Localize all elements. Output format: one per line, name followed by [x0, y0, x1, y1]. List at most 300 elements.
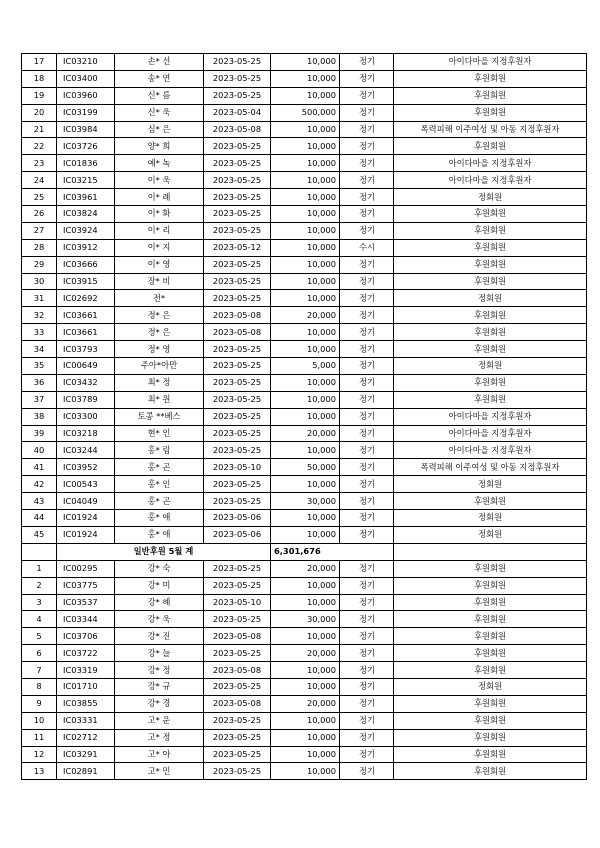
row-number: 23 [22, 155, 57, 172]
donor-category: 폭력피해 이주여성 및 아동 지정후원자 [394, 459, 587, 476]
donor-category: 후원회원 [394, 594, 587, 611]
donation-amount: 500,000 [271, 104, 340, 121]
donor-name: 이* 지 [115, 239, 204, 256]
donor-name: 정* 영 [115, 341, 204, 358]
subtotal-blank-cell [394, 543, 587, 560]
row-number: 37 [22, 391, 57, 408]
row-number: 11 [22, 729, 57, 746]
donor-name: 강* 미 [115, 577, 204, 594]
donation-date: 2023-05-10 [204, 594, 271, 611]
table-row [22, 189, 587, 206]
row-number: 21 [22, 121, 57, 138]
donation-amount: 10,000 [271, 442, 340, 459]
donation-date: 2023-05-25 [204, 341, 271, 358]
donation-type: 정기 [340, 256, 394, 273]
donation-type: 정기 [340, 493, 394, 510]
table-row [22, 712, 587, 729]
donor-category: 아이다마을 지정후원자 [394, 54, 587, 71]
donation-amount: 10,000 [271, 324, 340, 341]
donor-id: IC01710 [57, 678, 115, 695]
donor-name: 손* 선 [115, 54, 204, 71]
donor-category: 후원회원 [394, 763, 587, 780]
table-row [22, 341, 587, 358]
donation-date: 2023-05-06 [204, 510, 271, 527]
donor-name: 심* 은 [115, 121, 204, 138]
donor-category: 후원회원 [394, 70, 587, 87]
donation-amount: 10,000 [271, 70, 340, 87]
donor-name: 강* 정 [115, 662, 204, 679]
donation-amount: 10,000 [271, 746, 340, 763]
table-row [22, 172, 587, 189]
table-row [22, 763, 587, 780]
donation-date: 2023-05-25 [204, 425, 271, 442]
donation-rows-part1 [22, 54, 587, 544]
row-number: 19 [22, 87, 57, 104]
donation-date: 2023-05-08 [204, 695, 271, 712]
donation-type: 정기 [340, 729, 394, 746]
table-row [22, 459, 587, 476]
table-row [22, 222, 587, 239]
donation-amount: 10,000 [271, 189, 340, 206]
donation-type: 정기 [340, 594, 394, 611]
donor-id: IC03331 [57, 712, 115, 729]
donor-id: IC03199 [57, 104, 115, 121]
row-number: 30 [22, 273, 57, 290]
donation-date: 2023-05-25 [204, 70, 271, 87]
donor-category: 정회원 [394, 510, 587, 527]
table-row [22, 206, 587, 223]
donor-category: 후원회원 [394, 324, 587, 341]
donation-amount: 10,000 [271, 155, 340, 172]
donor-id: IC03912 [57, 239, 115, 256]
donation-date: 2023-05-25 [204, 645, 271, 662]
donation-amount: 10,000 [271, 763, 340, 780]
donation-type: 정기 [340, 54, 394, 71]
subtotal-row [22, 543, 587, 560]
donation-date: 2023-05-25 [204, 442, 271, 459]
donor-category: 후원회원 [394, 87, 587, 104]
donor-id: IC03319 [57, 662, 115, 679]
table-row [22, 425, 587, 442]
donation-type: 정기 [340, 442, 394, 459]
donation-date: 2023-05-25 [204, 560, 271, 577]
donation-amount: 10,000 [271, 510, 340, 527]
donor-id: IC03961 [57, 189, 115, 206]
table-row [22, 560, 587, 577]
donation-amount: 10,000 [271, 662, 340, 679]
table-row [22, 526, 587, 543]
table-row [22, 678, 587, 695]
donor-category: 아이다마을 지정후원자 [394, 408, 587, 425]
donor-name: 강* 진 [115, 628, 204, 645]
donation-amount: 10,000 [271, 239, 340, 256]
donation-date: 2023-05-25 [204, 155, 271, 172]
donation-amount: 5,000 [271, 358, 340, 375]
donor-category: 후원회원 [394, 307, 587, 324]
donation-type: 정기 [340, 87, 394, 104]
table-row [22, 391, 587, 408]
donation-type: 정기 [340, 695, 394, 712]
row-number: 22 [22, 138, 57, 155]
donation-date: 2023-05-08 [204, 628, 271, 645]
donation-table [21, 53, 587, 780]
donation-date: 2023-05-25 [204, 577, 271, 594]
donor-id: IC03210 [57, 54, 115, 71]
donor-id: IC02712 [57, 729, 115, 746]
donor-id: IC03960 [57, 87, 115, 104]
donation-type: 정기 [340, 408, 394, 425]
donor-name: 최* 원 [115, 391, 204, 408]
row-number: 17 [22, 54, 57, 71]
donor-category: 후원회원 [394, 374, 587, 391]
table-row [22, 729, 587, 746]
row-number: 10 [22, 712, 57, 729]
donation-type: 정기 [340, 341, 394, 358]
donation-amount: 10,000 [271, 138, 340, 155]
donor-name: 홍* 애 [115, 510, 204, 527]
donor-category: 아이다마을 지정후원자 [394, 425, 587, 442]
table-row [22, 358, 587, 375]
row-number: 41 [22, 459, 57, 476]
donor-category: 아이다마을 지정후원자 [394, 172, 587, 189]
donor-category: 후원회원 [394, 628, 587, 645]
donation-amount: 20,000 [271, 425, 340, 442]
table-row [22, 87, 587, 104]
row-number: 3 [22, 594, 57, 611]
donor-name: 정* 은 [115, 307, 204, 324]
donor-category: 정회원 [394, 678, 587, 695]
donation-date: 2023-05-25 [204, 256, 271, 273]
donor-category: 후원회원 [394, 746, 587, 763]
donation-type: 정기 [340, 577, 394, 594]
donor-name: 신* 욱 [115, 104, 204, 121]
subtotal-amount: 6,301,676 [271, 543, 394, 560]
donor-category: 후원회원 [394, 645, 587, 662]
table-row [22, 493, 587, 510]
donor-name: 홍* 곤 [115, 493, 204, 510]
row-number: 25 [22, 189, 57, 206]
donation-date: 2023-05-25 [204, 290, 271, 307]
row-number: 44 [22, 510, 57, 527]
donor-name: 주아*아만 [115, 358, 204, 375]
donor-name: 양* 희 [115, 138, 204, 155]
donor-id: IC03924 [57, 222, 115, 239]
row-number: 26 [22, 206, 57, 223]
donation-amount: 10,000 [271, 121, 340, 138]
donor-name: 이* 영 [115, 256, 204, 273]
donation-date: 2023-05-25 [204, 729, 271, 746]
donation-date: 2023-05-25 [204, 222, 271, 239]
donation-amount: 30,000 [271, 493, 340, 510]
donor-name: 강* 늘 [115, 645, 204, 662]
table-row [22, 476, 587, 493]
table-row [22, 746, 587, 763]
row-number: 2 [22, 577, 57, 594]
donor-id: IC03726 [57, 138, 115, 155]
donor-category: 후원회원 [394, 239, 587, 256]
donor-name: 고* 민 [115, 763, 204, 780]
table-row [22, 155, 587, 172]
table-row [22, 138, 587, 155]
row-number: 33 [22, 324, 57, 341]
donor-name: 이* 화 [115, 206, 204, 223]
donor-name: 전* [115, 290, 204, 307]
table-row [22, 307, 587, 324]
table-row [22, 611, 587, 628]
donation-amount: 10,000 [271, 577, 340, 594]
donation-date: 2023-05-25 [204, 408, 271, 425]
donation-rows-part2 [22, 560, 587, 780]
table-row [22, 121, 587, 138]
donation-type: 정기 [340, 206, 394, 223]
donor-id: IC03722 [57, 645, 115, 662]
donation-date: 2023-05-25 [204, 54, 271, 71]
donation-type: 정기 [340, 391, 394, 408]
donor-name: 정* 은 [115, 324, 204, 341]
donor-category: 후원회원 [394, 206, 587, 223]
row-number: 32 [22, 307, 57, 324]
donor-id: IC03344 [57, 611, 115, 628]
donor-id: IC03984 [57, 121, 115, 138]
donation-type: 정기 [340, 121, 394, 138]
donor-name: 고* 정 [115, 729, 204, 746]
row-number: 8 [22, 678, 57, 695]
table-row [22, 695, 587, 712]
subtotal-label: 일반후원 5월 계 [57, 543, 271, 560]
donation-amount: 10,000 [271, 408, 340, 425]
donor-category: 정회원 [394, 189, 587, 206]
donation-type: 정기 [340, 746, 394, 763]
donation-type: 정기 [340, 155, 394, 172]
donor-id: IC03915 [57, 273, 115, 290]
donation-type: 정기 [340, 172, 394, 189]
table-row [22, 239, 587, 256]
donation-date: 2023-05-25 [204, 87, 271, 104]
donation-amount: 20,000 [271, 695, 340, 712]
donation-date: 2023-05-25 [204, 391, 271, 408]
donor-id: IC01924 [57, 526, 115, 543]
donor-id: IC03244 [57, 442, 115, 459]
donation-date: 2023-05-25 [204, 172, 271, 189]
donation-amount: 10,000 [271, 222, 340, 239]
donor-id: IC01924 [57, 510, 115, 527]
donor-id: IC04049 [57, 493, 115, 510]
donation-date: 2023-05-25 [204, 189, 271, 206]
table-row [22, 374, 587, 391]
table-row [22, 510, 587, 527]
donation-type: 정기 [340, 290, 394, 307]
donation-amount: 10,000 [271, 391, 340, 408]
row-number: 4 [22, 611, 57, 628]
donor-id: IC03661 [57, 324, 115, 341]
row-number: 24 [22, 172, 57, 189]
donation-type: 정기 [340, 70, 394, 87]
row-number: 12 [22, 746, 57, 763]
donor-category: 후원회원 [394, 712, 587, 729]
subtotal-section [22, 543, 587, 560]
donor-name: 현* 인 [115, 425, 204, 442]
donor-name: 고* 운 [115, 712, 204, 729]
donation-amount: 50,000 [271, 459, 340, 476]
row-number: 27 [22, 222, 57, 239]
donor-name: 고* 아 [115, 746, 204, 763]
donor-id: IC01836 [57, 155, 115, 172]
donor-category: 후원회원 [394, 560, 587, 577]
donation-date: 2023-05-04 [204, 104, 271, 121]
donation-type: 수시 [340, 239, 394, 256]
donation-type: 정기 [340, 138, 394, 155]
donation-amount: 20,000 [271, 560, 340, 577]
table-row [22, 54, 587, 71]
donation-amount: 20,000 [271, 307, 340, 324]
donor-name: 홍* 애 [115, 526, 204, 543]
donation-amount: 10,000 [271, 273, 340, 290]
donation-amount: 10,000 [271, 476, 340, 493]
donation-amount: 10,000 [271, 594, 340, 611]
donation-type: 정기 [340, 560, 394, 577]
donation-date: 2023-05-12 [204, 239, 271, 256]
donor-category: 후원회원 [394, 611, 587, 628]
donor-category: 후원회원 [394, 695, 587, 712]
donor-category: 후원회원 [394, 256, 587, 273]
donor-name: 강* 혜 [115, 594, 204, 611]
donor-id: IC00649 [57, 358, 115, 375]
donor-category: 정회원 [394, 358, 587, 375]
donation-amount: 10,000 [271, 290, 340, 307]
donor-id: IC02692 [57, 290, 115, 307]
donor-name: 강* 규 [115, 678, 204, 695]
donation-amount: 10,000 [271, 712, 340, 729]
row-number: 35 [22, 358, 57, 375]
donation-date: 2023-05-10 [204, 459, 271, 476]
donation-date: 2023-05-25 [204, 611, 271, 628]
donation-type: 정기 [340, 476, 394, 493]
donation-date: 2023-05-25 [204, 358, 271, 375]
donor-name: 강* 숙 [115, 560, 204, 577]
row-number: 36 [22, 374, 57, 391]
donation-date: 2023-05-08 [204, 324, 271, 341]
row-number: 39 [22, 425, 57, 442]
donor-id: IC03952 [57, 459, 115, 476]
donation-type: 정기 [340, 307, 394, 324]
row-number: 18 [22, 70, 57, 87]
donor-category: 아이다마을 지정후원자 [394, 442, 587, 459]
donation-amount: 10,000 [271, 172, 340, 189]
table-row [22, 273, 587, 290]
table-row [22, 594, 587, 611]
donation-type: 정기 [340, 662, 394, 679]
donor-category: 폭력피해 이주여성 및 아동 지정후원자 [394, 121, 587, 138]
donor-category: 후원회원 [394, 577, 587, 594]
donation-type: 정기 [340, 358, 394, 375]
donor-id: IC03824 [57, 206, 115, 223]
donor-id: IC02891 [57, 763, 115, 780]
table-row [22, 628, 587, 645]
donor-name: 신* 름 [115, 87, 204, 104]
row-number: 9 [22, 695, 57, 712]
donation-date: 2023-05-25 [204, 206, 271, 223]
donor-name: 이* 례 [115, 189, 204, 206]
donation-type: 정기 [340, 712, 394, 729]
donor-name: 강* 경 [115, 695, 204, 712]
row-number: 28 [22, 239, 57, 256]
donation-date: 2023-05-25 [204, 678, 271, 695]
donor-id: IC03291 [57, 746, 115, 763]
donor-category: 후원회원 [394, 222, 587, 239]
row-number: 43 [22, 493, 57, 510]
donor-category: 후원회원 [394, 104, 587, 121]
donation-date: 2023-05-06 [204, 526, 271, 543]
donor-id: IC03218 [57, 425, 115, 442]
donor-name: 예* 녹 [115, 155, 204, 172]
donation-type: 정기 [340, 104, 394, 121]
donation-type: 정기 [340, 611, 394, 628]
donation-type: 정기 [340, 273, 394, 290]
donation-type: 정기 [340, 526, 394, 543]
donor-id: IC03789 [57, 391, 115, 408]
donor-id: IC03706 [57, 628, 115, 645]
donor-id: IC03666 [57, 256, 115, 273]
donation-date: 2023-05-25 [204, 763, 271, 780]
donor-name: 홍* 인 [115, 476, 204, 493]
table-row [22, 645, 587, 662]
donation-date: 2023-05-25 [204, 273, 271, 290]
donation-date: 2023-05-25 [204, 374, 271, 391]
donor-name: 홍* 림 [115, 442, 204, 459]
row-number: 31 [22, 290, 57, 307]
donor-id: IC03775 [57, 577, 115, 594]
donor-category: 후원회원 [394, 391, 587, 408]
donation-type: 정기 [340, 374, 394, 391]
table-row [22, 256, 587, 273]
donor-name: 이* 리 [115, 222, 204, 239]
donor-id: IC03661 [57, 307, 115, 324]
table-row [22, 442, 587, 459]
row-number: 40 [22, 442, 57, 459]
table-row [22, 290, 587, 307]
donation-type: 정기 [340, 628, 394, 645]
donor-id: IC00295 [57, 560, 115, 577]
row-number: 7 [22, 662, 57, 679]
row-number: 6 [22, 645, 57, 662]
donor-category: 정회원 [394, 526, 587, 543]
donation-date: 2023-05-08 [204, 121, 271, 138]
donation-type: 정기 [340, 459, 394, 476]
donation-type: 정기 [340, 645, 394, 662]
table-row [22, 324, 587, 341]
donation-amount: 10,000 [271, 526, 340, 543]
donor-category: 아이다마을 지정후원자 [394, 155, 587, 172]
subtotal-blank-cell [22, 543, 57, 560]
donation-date: 2023-05-25 [204, 746, 271, 763]
donation-amount: 10,000 [271, 678, 340, 695]
donor-id: IC03432 [57, 374, 115, 391]
donation-amount: 10,000 [271, 87, 340, 104]
donation-amount: 10,000 [271, 256, 340, 273]
donor-category: 정회원 [394, 290, 587, 307]
donation-type: 정기 [340, 324, 394, 341]
donation-date: 2023-05-25 [204, 712, 271, 729]
donor-category: 후원회원 [394, 493, 587, 510]
donor-id: IC03300 [57, 408, 115, 425]
row-number: 1 [22, 560, 57, 577]
donation-date: 2023-05-25 [204, 493, 271, 510]
donation-amount: 20,000 [271, 645, 340, 662]
donor-name: 강* 욱 [115, 611, 204, 628]
donation-type: 정기 [340, 222, 394, 239]
donor-category: 후원회원 [394, 138, 587, 155]
donation-type: 정기 [340, 425, 394, 442]
